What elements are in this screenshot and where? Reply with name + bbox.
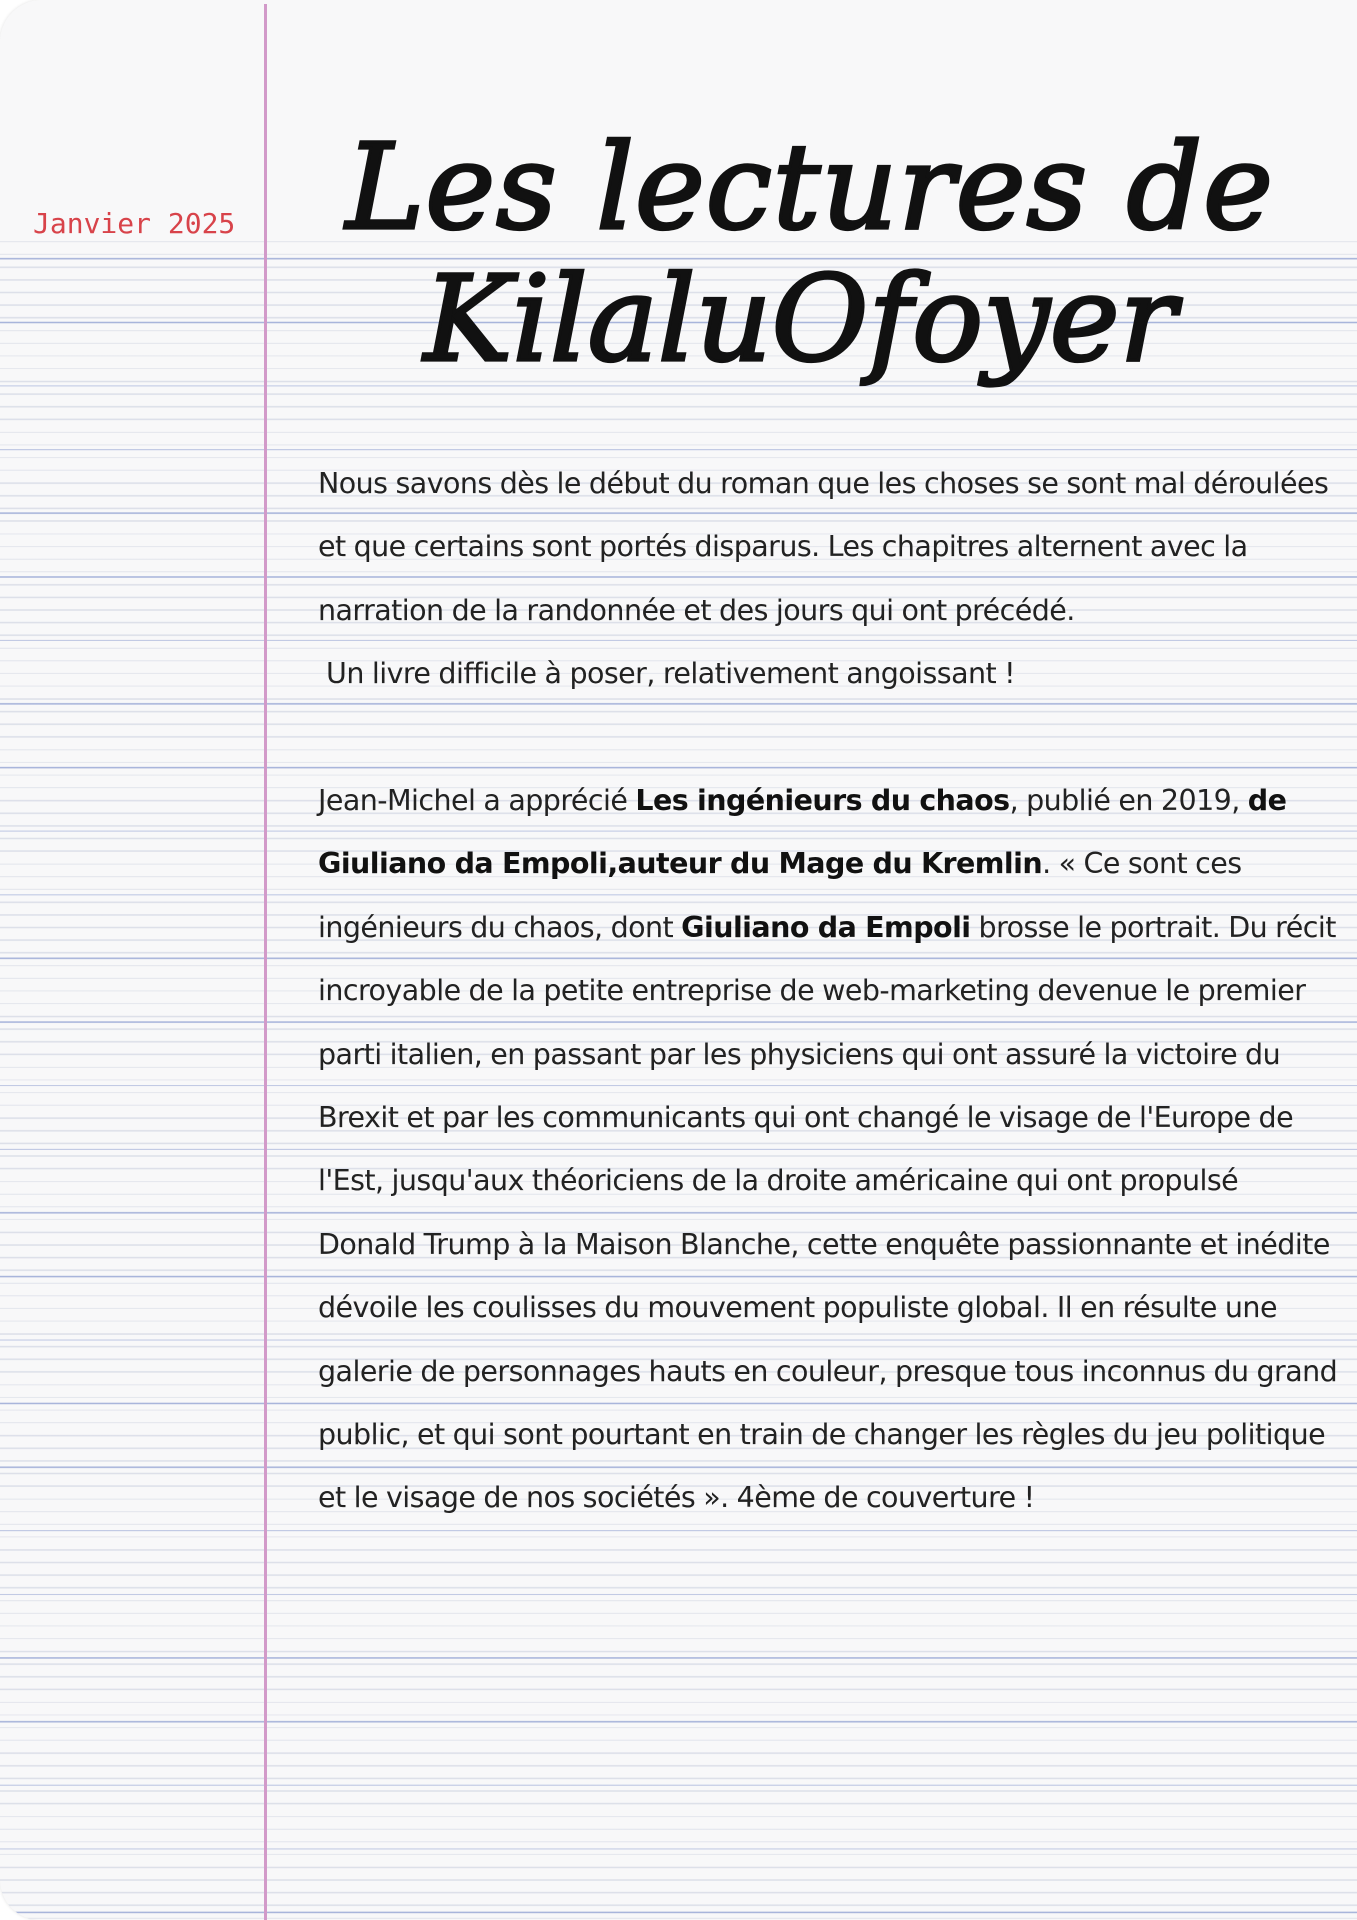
date-label: Janvier 2025 bbox=[33, 207, 236, 240]
p2-text-2: , publié en 2019, bbox=[1009, 784, 1248, 818]
handwritten-title bbox=[330, 120, 1290, 450]
p2-text-3: . « Ce sont ces ingénieurs du chaos, dont bbox=[318, 847, 1242, 944]
author-credit: de Giuliano da Empoli,auteur du Mage du Kremlin bbox=[318, 784, 1287, 881]
paragraph-1 bbox=[318, 452, 1342, 706]
title-line-1: Les lectures de bbox=[345, 120, 1275, 256]
paragraph-spacer bbox=[318, 706, 1342, 769]
p2-text-4: brosse le portrait. Du récit incroyable de la petite entreprise de web-marketing devenue le premier parti italien, en passant par les physiciens qui ont assuré la victoire du Brexit et par les communicants qui ont changé le visage de l'Europe de l'Est, jusqu'aux théoriciens de la droite américaine qui ont propulsé Donald Trump à la Maison Blanche, cette enquête passionnante et inédite dévoile les coulisses du mouvement populiste global. Il en résulte une galerie de personnages hauts en couleur, presque tous inconnus du grand public, et qui sont pourtant en train de changer les règles du jeu politique et le visage de nos sociétés ». 4ème de couverture ! bbox=[318, 910, 1338, 1515]
book-title: Les ingénieurs du chaos bbox=[635, 784, 1010, 818]
article-body bbox=[318, 452, 1342, 1530]
paragraph-1-conclusion: Un livre difficile à poser, relativement angoissant ! bbox=[318, 657, 1016, 691]
author-name: Giuliano da Empoli bbox=[681, 910, 971, 944]
margin-line bbox=[264, 4, 267, 1920]
paragraph-2 bbox=[318, 769, 1342, 1530]
p2-text-1: Jean-Michel a apprécié bbox=[318, 784, 636, 818]
title-line-2: KilaluOfoyer bbox=[423, 250, 1177, 388]
paragraph-1-text: Nous savons dès le début du roman que les choses se sont mal déroulées et que certains sont portés disparus. Les chapitres alternent avec la narration de la randonnée et des jours qui ont précédé. bbox=[318, 467, 1329, 627]
